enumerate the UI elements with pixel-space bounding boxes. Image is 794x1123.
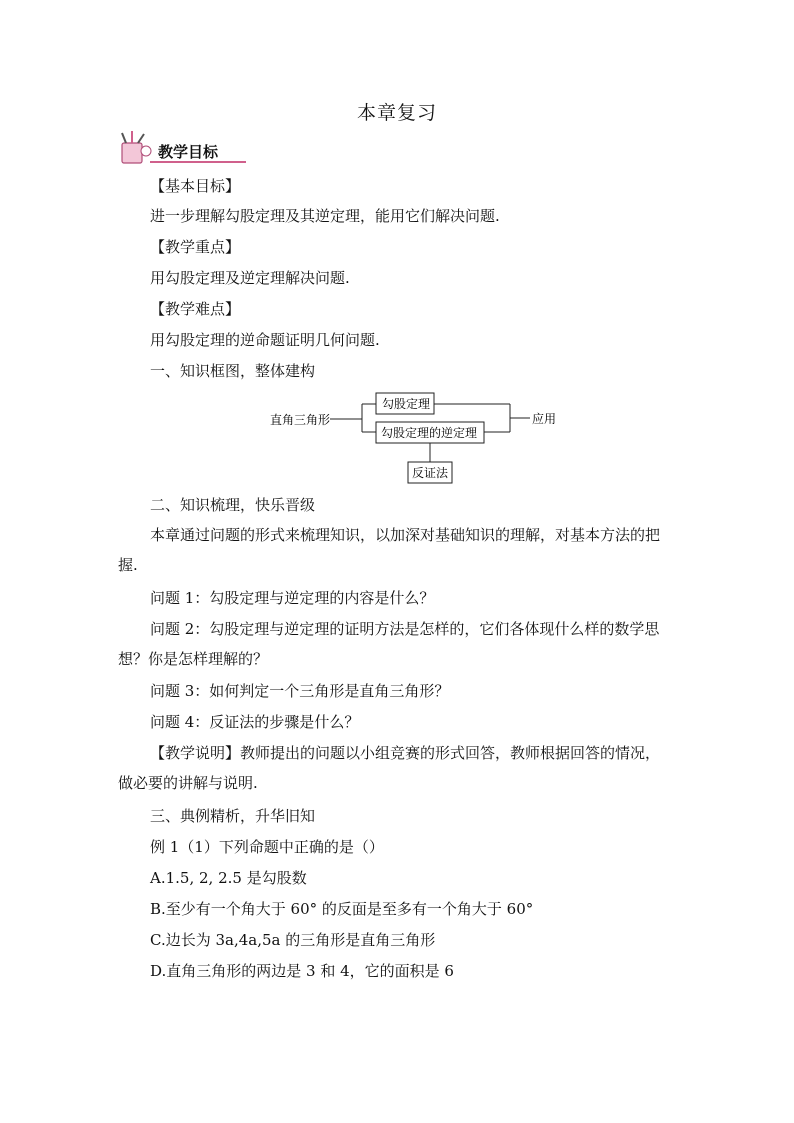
question-1: 问题 1：勾股定理与逆定理的内容是什么？ <box>150 589 435 607</box>
pencil-cup-icon <box>118 131 158 165</box>
difficulty-heading: 【教学难点】 <box>150 300 241 318</box>
page-title: 本章复习 <box>356 102 437 124</box>
question-3: 问题 3：如何判定一个三角形是直角三角形？ <box>150 682 450 700</box>
diagram-box2-label: 勾股定理的逆定理 <box>381 426 478 440</box>
question-4: 问题 4：反证法的步骤是什么？ <box>150 713 360 731</box>
basic-goal-text: 进一步理解勾股定理及其逆定理，能用它们解决问题. <box>150 207 500 225</box>
diagram-box1-label: 勾股定理 <box>382 397 431 411</box>
option-a: A.1.5, 2, 2.5 是勾股数 <box>150 869 307 887</box>
example-1: 例 1（1）下列命题中正确的是（） <box>150 838 384 856</box>
basic-goal-heading: 【基本目标】 <box>150 177 241 195</box>
option-d: D.直角三角形的两边是 3 和 4，它的面积是 6 <box>150 962 454 980</box>
key-point-text: 用勾股定理及逆定理解决问题. <box>150 269 350 287</box>
section-3-heading: 三、典例精析，升华旧知 <box>150 807 316 825</box>
diagram-left-label: 直角三角形 <box>270 413 331 427</box>
question-2: 问题 2：勾股定理与逆定理的证明方法是怎样的，它们各体现什么样的数学思想？你是怎样理解的？ <box>118 620 660 668</box>
section-2-intro: 本章通过问题的形式来梳理知识，以加深对基础知识的理解，对基本方法的把握. <box>118 526 661 574</box>
diagram-box3-label: 反证法 <box>412 466 449 480</box>
diagram-right-label: 应用 <box>532 412 557 426</box>
section-1-heading: 一、知识框图，整体建构 <box>150 362 316 380</box>
key-point-heading: 【教学重点】 <box>150 238 241 256</box>
option-c: C.边长为 3a,4a,5a 的三角形是直角三角形 <box>150 931 436 949</box>
banner-underline <box>150 161 246 163</box>
difficulty-text: 用勾股定理的逆命题证明几何问题. <box>150 331 380 349</box>
option-b: B.至少有一个角大于 60° 的反面是至多有一个角大于 60° <box>150 900 534 918</box>
banner-label: 教学目标 <box>158 143 219 161</box>
teaching-note: 【教学说明】教师提出的问题以小组竞赛的形式回答，教师根据回答的情况，做必要的讲解与说明. <box>118 744 661 792</box>
teaching-goal-banner <box>118 131 248 165</box>
section-2-heading: 二、知识梳理，快乐晋级 <box>150 496 316 514</box>
knowledge-framework-diagram <box>262 388 562 488</box>
